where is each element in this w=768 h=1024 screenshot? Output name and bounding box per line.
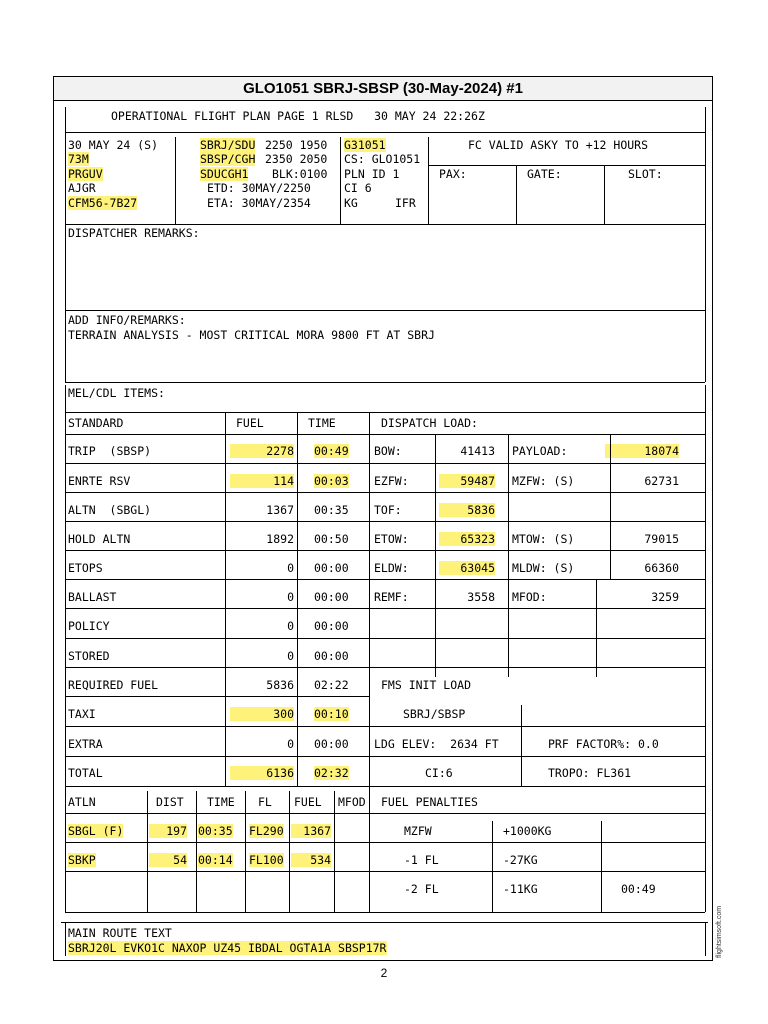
flight-date: 30 MAY 24 (S) xyxy=(68,138,159,152)
altn-dist: 197 xyxy=(149,824,187,838)
rule-bar xyxy=(147,791,148,912)
rule-bar xyxy=(521,705,522,786)
main-route-label: MAIN ROUTE TEXT xyxy=(68,926,172,940)
load-label: ELDW: xyxy=(374,561,409,575)
fuel-row-value: 0 xyxy=(287,649,294,663)
fuel-row-value: 1892 xyxy=(266,532,294,546)
load-label-2: MTOW: (S) xyxy=(512,532,575,546)
aircraft-registration: PRGUV xyxy=(68,167,103,181)
rule-line xyxy=(65,492,705,493)
load-value: 41413 xyxy=(460,444,495,458)
rule-bar xyxy=(610,434,611,579)
fuel-row-value: 6136 xyxy=(230,766,294,780)
fuel-row-label: TAXI xyxy=(68,707,96,721)
watermark: flightsimsoft.com xyxy=(716,905,723,958)
rule-bar xyxy=(492,821,493,912)
fuel-row-time: 00:10 xyxy=(314,707,349,721)
document-title: GLO1051 SBRJ-SBSP (30-May-2024) #1 xyxy=(54,77,712,101)
rule-line xyxy=(65,382,705,383)
rule-line xyxy=(65,550,705,551)
rule-bar xyxy=(245,791,246,912)
rule-bar xyxy=(65,107,66,382)
fuel-row-value: 0 xyxy=(287,737,294,751)
fuel-row-label: TRIP (SBSP) xyxy=(68,444,152,458)
rule-bar xyxy=(516,166,517,224)
altn-fuel: 534 xyxy=(291,853,331,867)
fms-init-label: FMS INIT LOAD xyxy=(381,678,472,692)
altn-header-dist: DIST xyxy=(156,795,184,809)
add-info-text: TERRAIN ANALYSIS - MOST CRITICAL MORA 9800 FT AT SBRJ xyxy=(68,328,435,342)
block-time: BLK:0100 xyxy=(272,167,328,181)
altn-fl: FL290 xyxy=(249,824,284,838)
mel-cdl-label: MEL/CDL ITEMS: xyxy=(68,386,165,400)
col-header-standard: STANDARD xyxy=(68,416,124,430)
eta: ETA: 30MAY/2354 xyxy=(207,196,311,210)
fuel-row-label: ETOPS xyxy=(68,561,103,575)
operational-flight-plan xyxy=(54,77,712,960)
forecast-validity: FC VALID ASKY TO +12 HOURS xyxy=(468,138,649,152)
fuel-penalties-label: FUEL PENALTIES xyxy=(381,795,478,809)
rule-bar xyxy=(196,791,197,912)
rule-bar xyxy=(435,434,436,677)
rule-bar xyxy=(604,166,605,224)
load-value-2: 3259 xyxy=(651,590,679,604)
altn-header-time: TIME xyxy=(207,795,235,809)
penalty-value: -11KG xyxy=(503,882,538,896)
rule-line xyxy=(65,310,705,311)
rule-line xyxy=(65,696,369,697)
fuel-row-label: HOLD ALTN xyxy=(68,532,131,546)
callsign: CS: GLO1051 xyxy=(344,152,421,166)
rule-line xyxy=(428,165,705,166)
rule-line xyxy=(65,667,705,668)
rule-line xyxy=(65,726,369,727)
fuel-row-time: 00:00 xyxy=(314,561,349,575)
load-value-2: 66360 xyxy=(644,561,679,575)
flight-rules: IFR xyxy=(395,196,416,210)
fuel-row-time: 02:32 xyxy=(314,766,349,780)
fuel-row-value: 5836 xyxy=(266,678,294,692)
rule-bar xyxy=(508,434,509,677)
departure-times: 2250 1950 xyxy=(265,138,328,152)
selcal: AJGR xyxy=(68,181,96,195)
ofp-header-line: OPERATIONAL FLIGHT PLAN PAGE 1 RLSD 30 MAY 24 22:26Z xyxy=(111,109,485,123)
flight-plan-frame xyxy=(53,76,713,961)
rule-line xyxy=(65,434,705,435)
col-header-dispatch-load: DISPATCH LOAD: xyxy=(381,416,478,430)
rule-line xyxy=(65,521,705,522)
rule-line xyxy=(65,756,369,757)
rule-bar xyxy=(705,385,706,912)
fuel-row-label: ALTN (SBGL) xyxy=(68,503,152,517)
fuel-row-label: REQUIRED FUEL xyxy=(68,678,159,692)
fms-route: SBRJ/SBSP xyxy=(403,707,466,721)
load-label-2: MFOD: xyxy=(512,590,547,604)
rule-line xyxy=(65,912,705,913)
load-value: 5836 xyxy=(439,503,495,517)
fuel-row-label: STORED xyxy=(68,649,110,663)
cost-index: CI 6 xyxy=(344,181,372,195)
fuel-row-label: POLICY xyxy=(68,619,110,633)
aircraft-type: 73M xyxy=(68,152,89,166)
load-label-2: MLDW: (S) xyxy=(512,561,575,575)
altn-fuel: 1367 xyxy=(291,824,331,838)
pax-label: PAX: xyxy=(439,167,467,181)
penalty-time: 00:49 xyxy=(621,882,656,896)
altn-dist: 54 xyxy=(149,853,187,867)
page-number: 2 xyxy=(380,966,388,980)
altn-time: 00:14 xyxy=(198,853,233,867)
load-value: 65323 xyxy=(439,532,495,546)
load-label: EZFW: xyxy=(374,474,409,488)
arrival-airport: SBSP/CGH xyxy=(200,152,256,166)
rule-line xyxy=(65,463,705,464)
rule-line xyxy=(65,842,369,843)
performance-factor: PRF FACTOR%: 0.0 xyxy=(548,737,659,751)
load-label-2: MZFW: (S) xyxy=(512,474,575,488)
rule-bar xyxy=(428,166,429,224)
fuel-row-time: 02:22 xyxy=(314,678,349,692)
fuel-row-label: TOTAL xyxy=(68,766,103,780)
penalty-value: +1000KG xyxy=(503,824,552,838)
fuel-row-time: 00:00 xyxy=(314,649,349,663)
altn-name: SBGL (F) xyxy=(68,824,124,838)
departure-airport: SBRJ/SDU xyxy=(200,138,256,152)
fuel-row-value: 0 xyxy=(287,590,294,604)
rule-bar xyxy=(596,579,597,677)
gate-label: GATE: xyxy=(527,167,562,181)
tropopause: TROPO: FL361 xyxy=(548,766,632,780)
arrival-times: 2350 2050 xyxy=(265,152,328,166)
rule-bar xyxy=(297,412,298,786)
rule-bar xyxy=(369,677,370,912)
rule-bar xyxy=(340,137,341,224)
load-label: REMF: xyxy=(374,590,409,604)
alternate-code: SDUCGH1 xyxy=(200,167,249,181)
rule-line xyxy=(65,132,705,133)
altn-fl: FL100 xyxy=(249,853,284,867)
rule-line xyxy=(65,579,705,580)
load-label: ETOW: xyxy=(374,532,409,546)
penalty-item: -1 FL xyxy=(404,853,439,867)
rule-bar xyxy=(334,791,335,912)
rule-bar xyxy=(65,385,66,912)
fuel-row-label: EXTRA xyxy=(68,737,103,751)
rule-bar xyxy=(705,923,706,956)
load-value: 59487 xyxy=(439,474,495,488)
rule-bar xyxy=(175,137,176,224)
rule-line xyxy=(65,412,705,413)
load-value-2: 79015 xyxy=(644,532,679,546)
fuel-row-value: 0 xyxy=(287,619,294,633)
load-label: TOF: xyxy=(374,503,402,517)
load-label: BOW: xyxy=(374,444,402,458)
rule-line xyxy=(369,726,705,727)
fuel-row-label: ENRTE RSV xyxy=(68,474,131,488)
fuel-row-value: 114 xyxy=(230,474,294,488)
plan-id: PLN ID 1 xyxy=(344,167,400,181)
dispatcher-remarks-label: DISPATCHER REMARKS: xyxy=(68,226,200,240)
penalty-item: -2 FL xyxy=(404,882,439,896)
fms-cost-index: CI:6 xyxy=(425,766,453,780)
engine-type: CFM56-7B27 xyxy=(68,196,138,210)
fuel-row-label: BALLAST xyxy=(68,590,117,604)
rule-bar xyxy=(705,107,706,382)
fuel-row-time: 00:00 xyxy=(314,619,349,633)
fuel-row-time: 00:35 xyxy=(314,503,349,517)
rule-bar xyxy=(65,923,66,956)
fuel-row-value: 300 xyxy=(230,707,294,721)
rule-line xyxy=(369,842,705,843)
penalty-item: MZFW xyxy=(404,824,432,838)
fuel-row-time: 00:00 xyxy=(314,590,349,604)
rule-line xyxy=(65,871,369,872)
add-info-label: ADD INFO/REMARKS: xyxy=(68,313,186,327)
rule-line xyxy=(65,638,705,639)
fuel-row-time: 00:49 xyxy=(314,444,349,458)
load-value-2: 62731 xyxy=(644,474,679,488)
rule-bar xyxy=(428,137,429,166)
rule-line xyxy=(369,756,705,757)
rule-line xyxy=(65,813,705,814)
fuel-row-value: 0 xyxy=(287,561,294,575)
altn-header-atln: ATLN xyxy=(68,795,96,809)
landing-elevation: LDG ELEV: 2634 FT xyxy=(374,737,499,751)
rule-line xyxy=(61,922,708,923)
main-route-text: SBRJ20L EVKO1C NAXOP UZ45 IBDAL OGTA1A SBSP17R xyxy=(68,941,387,955)
fuel-row-time: 00:00 xyxy=(314,737,349,751)
rule-bar xyxy=(289,791,290,912)
rule-line xyxy=(65,224,705,225)
slot-label: SLOT: xyxy=(628,167,663,181)
rule-line xyxy=(369,871,705,872)
altn-time: 00:35 xyxy=(198,824,233,838)
flight-number: G31051 xyxy=(344,138,386,152)
rule-bar xyxy=(601,821,602,912)
penalty-value: -27KG xyxy=(503,853,538,867)
load-value-2: 18074 xyxy=(605,444,679,458)
altn-header-fl: FL xyxy=(258,795,272,809)
load-value: 63045 xyxy=(439,561,495,575)
altn-header-fuel: FUEL xyxy=(294,795,322,809)
col-header-fuel: FUEL xyxy=(236,416,264,430)
etd: ETD: 30MAY/2250 xyxy=(207,181,311,195)
rule-line xyxy=(369,786,705,787)
fuel-row-time: 00:50 xyxy=(314,532,349,546)
col-header-time: TIME xyxy=(308,416,336,430)
load-label-2: PAYLOAD: xyxy=(512,444,568,458)
altn-header-mfod: MFOD xyxy=(338,795,366,809)
fuel-row-value: 2278 xyxy=(230,444,294,458)
rule-line xyxy=(65,608,705,609)
weight-unit: KG xyxy=(344,196,358,210)
altn-name: SBKP xyxy=(68,853,96,867)
rule-line xyxy=(65,786,369,787)
rule-bar xyxy=(225,412,226,786)
fuel-row-time: 00:03 xyxy=(314,474,349,488)
fuel-row-value: 1367 xyxy=(266,503,294,517)
load-value: 3558 xyxy=(467,590,495,604)
